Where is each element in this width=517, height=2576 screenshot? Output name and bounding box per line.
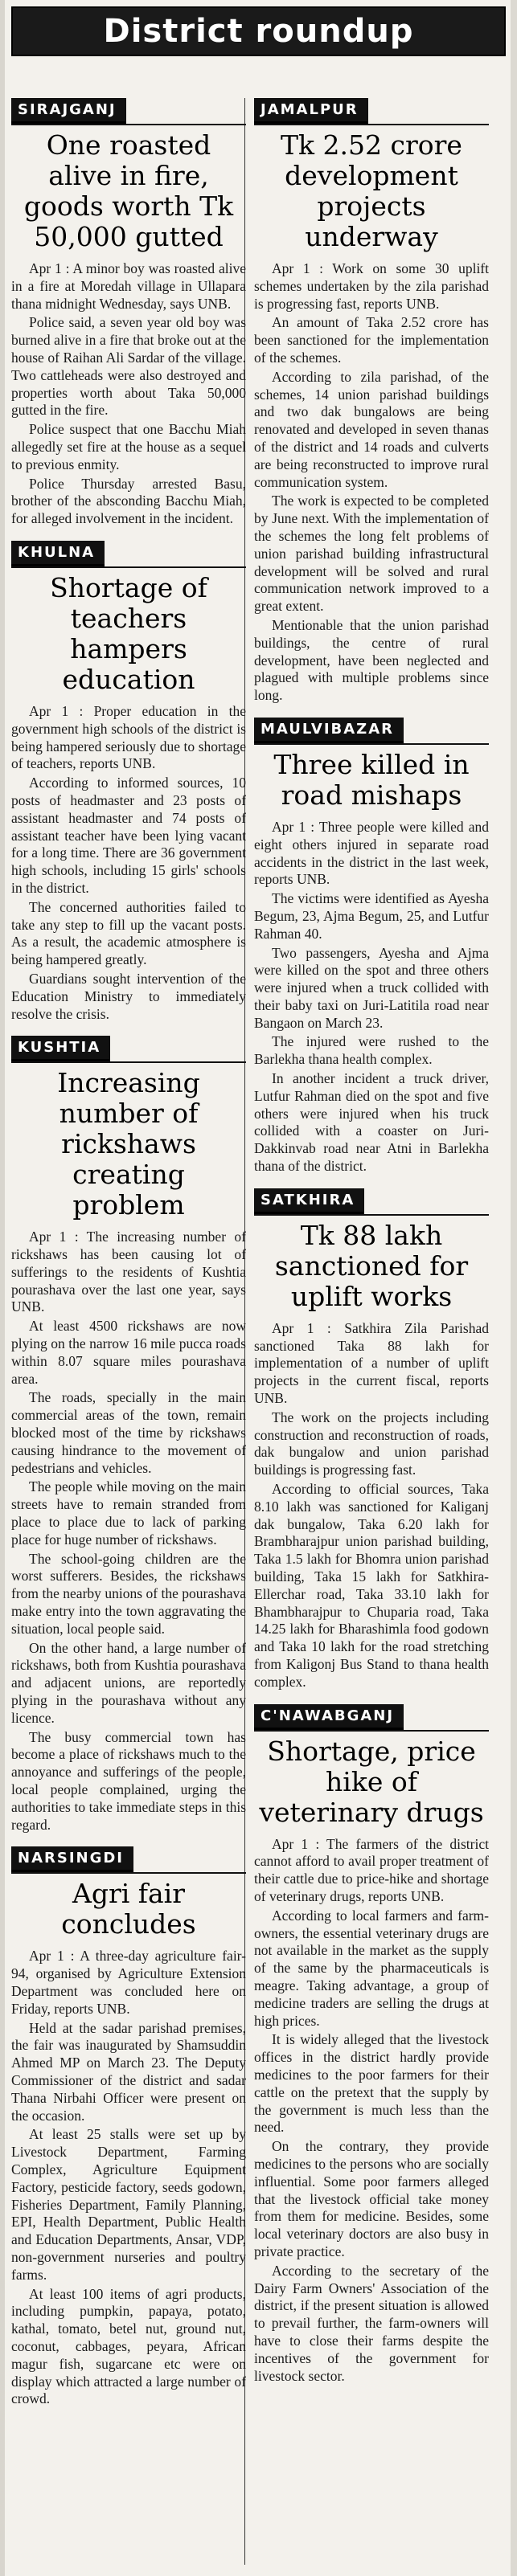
right-column [254, 98, 489, 2398]
region-rule [11, 566, 246, 568]
scan-edge-right [511, 0, 517, 2576]
story-paragraph: According to official sources, Taka 8.10 lakh was sanctioned for Kaliganj dak bungalow, Taka 6.20 lakh for Brambharajpur union parishad building, Taka 1.5 lakh for Bhomra union parishad building, Taka 15 lakh for Satkhira-Ellerchar road, Taka 33.10 lakh for Bhambharajpur to Chuparia road, Taka 14.25 lakh for Bharashimla food godown and Taka 10 lakh for the road stretching from Kaligonj Bus Stand to thana health complex. [254, 1481, 489, 1690]
story-paragraph: According to the secretary of the Dairy Farm Owners' Association of the district, if the present situation is allowed to prevail further, the farm-owners will have to close their farms despite the incentives of the government for livestock sector. [254, 2262, 489, 2384]
region-label: MAULVIBAZAR [254, 718, 404, 743]
story-paragraph: According to local farmers and farm-owners, the essential veterinary drugs are not available in the market as the supply of the same by the pharmaceuticals is meagre. Taking advantage, a group of medicine traders are selling the drugs at high prices. [254, 1907, 489, 2029]
story-paragraph: Apr 1 : A three-day agriculture fair-94, organised by Agriculture Extension Department was concluded here on Friday, reports UNB. [11, 1948, 246, 2017]
story-paragraph: Police suspect that one Bacchu Miah allegedly set fire at the house as a sequel to previous enmity. [11, 421, 246, 472]
story-paragraph: The concerned authorities failed to take any step to fill up the vacant posts. As a result, the academic atmosphere is being hampered greatly. [11, 898, 246, 968]
story-paragraph: The people while moving on the main streets have to remain stranded from place to place due to lack of parking place for huge number of rickshaws. [11, 1478, 246, 1548]
story-paragraph: Apr 1 : The farmers of the district cannot afford to avail proper treatment of their cattle due to price-hike and shortage of veterinary drugs, reports UNB. [254, 1835, 489, 1904]
story-headline: Tk 2.52 crore development projects underway [281, 129, 462, 252]
region-rule [254, 743, 489, 745]
region-label: NARSINGDI [11, 1846, 133, 1872]
story-paragraph: At least 100 items of agri products, including pumpkin, papaya, potato, kathal, tomato, betel nut, ground nut, coconut, cabbages, peyara, African magur fish, sugarcane etc were on display which attracted a large number of crowd. [11, 2285, 246, 2407]
story-paragraph: The victims were identified as Ayesha Begum, 23, Ajma Begum, 25, and Lutfur Rahman 40. [254, 890, 489, 942]
story-paragraph: The work on the projects including construction and reconstruction of roads, dak bungalow and union parishad buildings is progressing fast. [254, 1409, 489, 1478]
story-jamalpur [254, 98, 489, 705]
story-headline: One roasted alive in fire, goods worth Tk 50,000 gutted [23, 129, 234, 252]
story-paragraph: At least 4500 rickshaws are now plying on the narrow 16 mile pucca roads within 8.07 square miles pourashava area. [11, 1318, 246, 1387]
story-sirajganj [11, 98, 246, 528]
region-rule [254, 1214, 489, 1216]
region-rule [254, 1730, 489, 1732]
region-label: JAMALPUR [254, 98, 368, 124]
story-paragraph: The work is expected to be completed by June next. With the implementation of the schemes the long felt problems of union parishad building infrastructural development will be solved and rural communication network improved to a great extent. [254, 493, 489, 615]
story-paragraph: In another incident a truck driver, Lutfur Rahman died on the spot and five others were injured when his truck collided with a coaster on Juri-Dakkinvab road near Atni in Barlekha thana of the district. [254, 1070, 489, 1175]
story-paragraph: Mentionable that the union parishad buildings, the centre of rural development, have been neglected and plagued with multiple problems since long. [254, 616, 489, 704]
story-c-nawabganj [254, 1704, 489, 2386]
region-rule [254, 124, 489, 125]
region-label: C'NAWABGANJ [254, 1704, 404, 1730]
story-narsingdi [11, 1846, 246, 2408]
story-paragraph: At least 25 stalls were set up by Livestock Department, Farming Complex, Agriculture Equipment Factory, pesticide factory, seeds godown, Fisheries Department, Family Planning, EPI, Health Department, Public Health and Education Departments, Ansar, VDP, non-government nurseries and poultry farms. [11, 2126, 246, 2283]
story-satkhira [254, 1188, 489, 1691]
region-rule [11, 1872, 246, 1874]
story-paragraph: Apr 1 : Three people were killed and eight others injured in separate road accidents in the district in the last week, reports UNB. [254, 818, 489, 888]
story-paragraph: Guardians sought intervention of the Education Ministry to immediately resolve the crisis. [11, 970, 246, 1022]
section-title: District roundup [103, 13, 414, 50]
story-headline: Agri fair concludes [61, 1878, 196, 1940]
story-paragraph: Police said, a seven year old boy was burned alive in a fire that broke out at the house of Raihan Ali Sardar of the village. Two cattleheads were also destroyed and properties worth about Taka 50,000 gutted in the fire. [11, 314, 246, 419]
region-label: KHULNA [11, 541, 105, 566]
scan-edge-left [0, 0, 5, 2576]
story-paragraph: Apr 1 : Satkhira Zila Parishad sanctioned Taka 88 lakh for implementation of a number of uplift projects in the current fiscal, reports UNB. [254, 1319, 489, 1407]
story-paragraph: The roads, specially in the main commercial areas of the town, remain blocked most of the time by rickshaws causing hindrance to the movement of pedestrians and vehicles. [11, 1389, 246, 1476]
region-rule [11, 1061, 246, 1063]
region-label: SATKHIRA [254, 1188, 364, 1214]
story-paragraph: The busy commercial town has become a place of rickshaws much to the annoyance and sufferings of the people, local people complained, urging the authorities to take immediate steps in this regard. [11, 1728, 246, 1833]
story-paragraph: It is widely alleged that the livestock offices in the district hardly provide medicines to the poor farmers for their cattle on the pretext that the supply by the government is much less than the need. [254, 2031, 489, 2136]
story-khulna [11, 541, 246, 1023]
region-label: SIRAJGANJ [11, 98, 126, 124]
story-headline: Shortage, price hike of veterinary drugs [259, 1735, 484, 1828]
story-paragraph: According to zila parishad, of the schemes, 14 union parishad buildings and two dak bungalows are being renovated and developed in seven thanas of the district and 14 roads and culverts are being reconstructed to improve rural communication system. [254, 368, 489, 490]
story-maulvibazar [254, 718, 489, 1176]
story-paragraph: Two passengers, Ayesha and Ajma were killed on the spot and three others were injured when a truck collided with their baby taxi on Juri-Latitila road near Bangaon on March 23. [254, 944, 489, 1031]
story-paragraph: Police Thursday arrested Basu, brother of the absconding Bacchu Miah, for alleged involvement in the incident. [11, 475, 246, 527]
story-paragraph: Apr 1 : Proper education in the government high schools of the district is being hampered seriously due to shortage of teachers, reports UNB. [11, 702, 246, 772]
left-column [11, 98, 246, 2421]
story-paragraph: The injured were rushed to the Barlekha thana health complex. [254, 1033, 489, 1068]
region-label: KUSHTIA [11, 1036, 110, 1061]
story-paragraph: The school-going children are the worst sufferers. Besides, the rickshaws from the nearby unions of the pourashava make entry into the town aggravating the situation, local people said. [11, 1550, 246, 1637]
section-banner [11, 6, 506, 56]
story-paragraph: Apr 1 : A minor boy was roasted alive in a fire at Moredah village in Ullapara thana midnight Wednesday, says UNB. [11, 260, 246, 312]
story-paragraph: On the other hand, a large number of rickshaws, both from Kushtia pourashava and adjacent unions, are reportedly plying in the pourashava without any licence. [11, 1639, 246, 1726]
story-paragraph: Apr 1 : The increasing number of rickshaws has been causing lot of sufferings to the residents of Kushtia pourashava over the last one year, says UNB. [11, 1229, 246, 1315]
story-paragraph: Held at the sadar parishad premises, the fair was inaugurated by Shamsuddin Ahmed MP on March 23. The Deputy Commissioner of the district and sadar Thana Nirbahi Officer were present on the occasion. [11, 2019, 246, 2124]
story-headline: Three killed in road mishaps [273, 748, 470, 811]
story-headline: Increasing number of rickshaws creating problem [57, 1067, 200, 1221]
story-paragraph: On the contrary, they provide medicines to the persons who are socially influential. Some poor farmers alleged that the livestock official take money from them for medicine. Besides, some local veterinary doctors are also busy in private practice. [254, 2138, 489, 2259]
story-headline: Shortage of teachers hampers education [50, 571, 207, 695]
story-headline: Tk 88 lakh sanctioned for uplift works [274, 1219, 469, 1312]
story-paragraph: An amount of Taka 2.52 crore has been sanctioned for the implementation of the schemes. [254, 314, 489, 366]
story-paragraph: Apr 1 : Work on some 30 uplift schemes undertaken by the zila parishad is progressing fast, reports UNB. [254, 260, 489, 312]
story-kushtia [11, 1036, 246, 1834]
region-rule [11, 124, 246, 125]
story-paragraph: According to informed sources, 10 posts of headmaster and 23 posts of assistant headmaster and 74 posts of assistant teacher have been lying vacant for a long time. There are 36 government high schools, including 15 girls' schools in the district. [11, 775, 246, 896]
